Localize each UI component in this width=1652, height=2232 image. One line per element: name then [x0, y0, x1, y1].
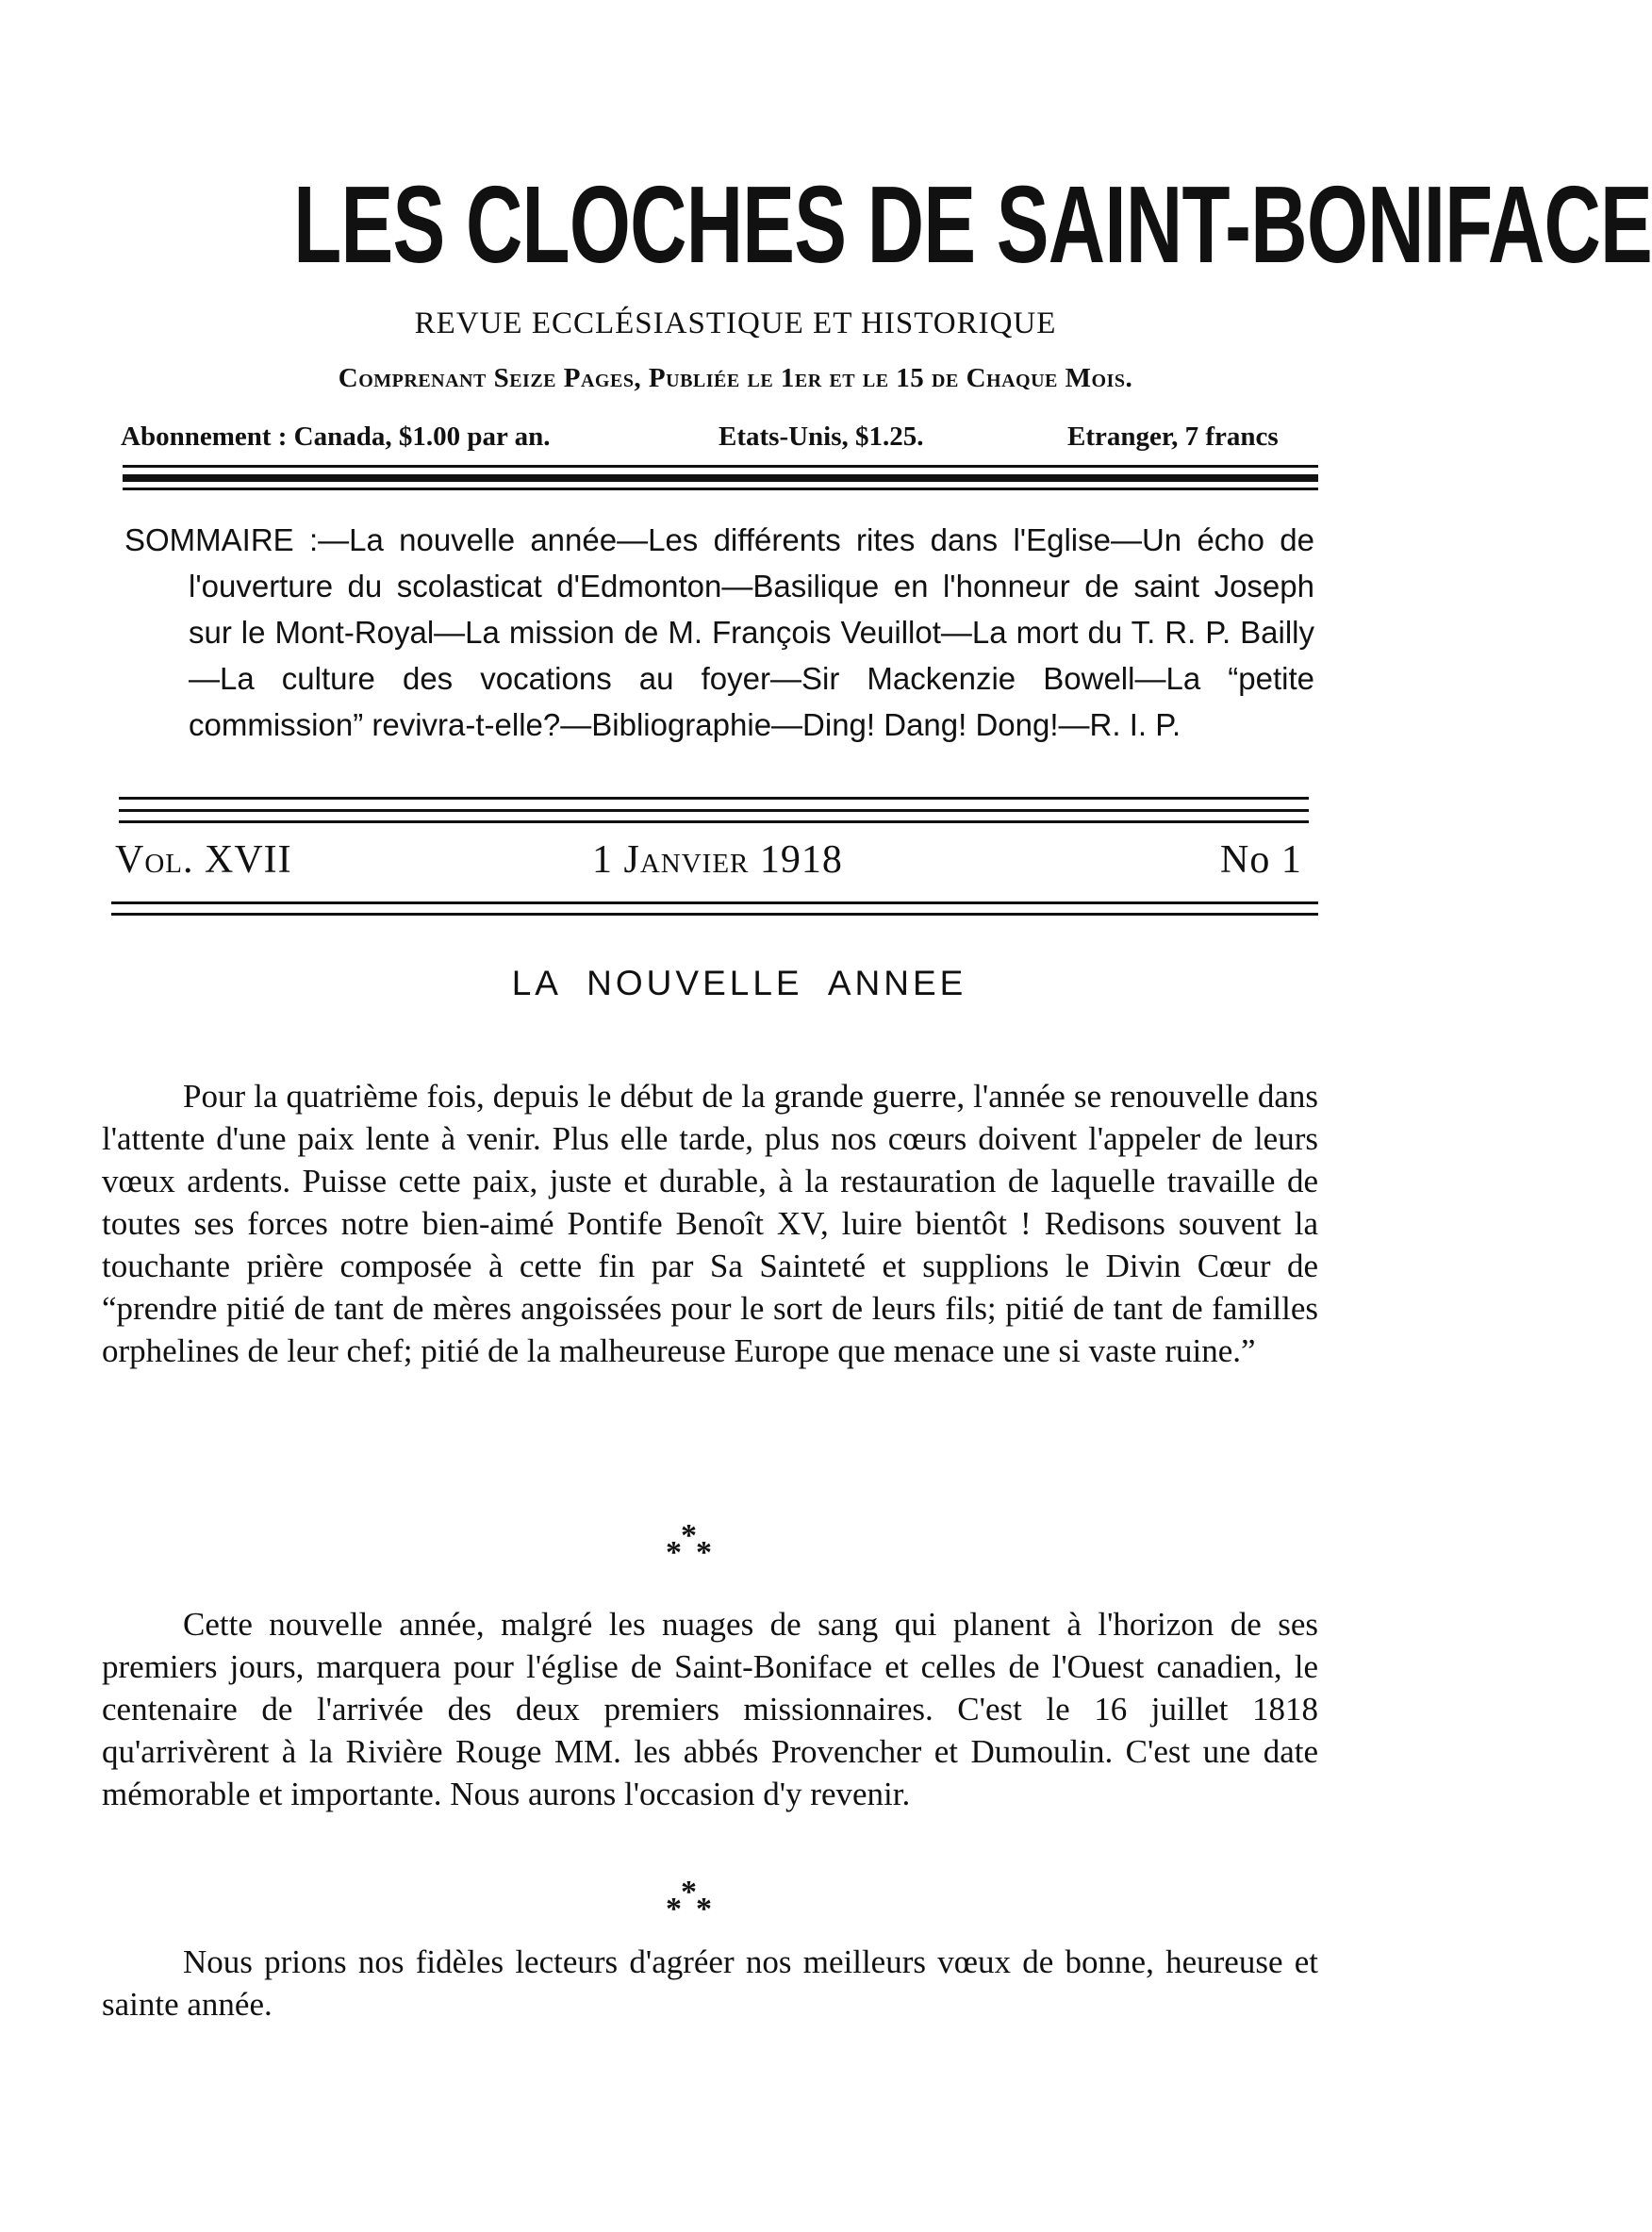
asterism-star-right: *	[696, 1892, 712, 1926]
divider-issue-top-2	[119, 809, 1309, 812]
asterism-star-top: *	[681, 1518, 697, 1553]
sommaire-text: SOMMAIRE :—La nouvelle année—Les différents rites dans l'Eglise—Un écho de l'ouverture du scolasticat d'Edmonton—Basilique en l'honneur de saint Joseph sur le Mont-Royal—La mission de M. François Veuillot—La mort du T. R. P. Bailly—La culture des vocations au foyer—Sir Mackenzie Bowell—La “petite commission” revivra-t-elle?—Bibliographie—Ding! Dang! Dong!—R. I. P.	[124, 522, 1314, 742]
article-paragraph-1: Pour la quatrième fois, depuis le début de la grande guerre, l'année se renouvelle dans l'attente d'une paix lente à venir. Plus elle tarde, plus nos cœurs doivent l'appeler de leurs vœux ardents. Puisse cette paix, juste et durable, à la restauration de laquelle travaille de toutes ses forces notre bien-aimé Pontife Benoît XV, luire bientôt ! Redisons souvent la touchante prière composée à cette fin par Sa Sainteté et supplions le Divin Cœur de “prendre pitié de tant de mères angoissées pour le sort de leurs fils; pitié de tant de familles orphelines de leur chef; pitié de la malheureuse Europe que menace une si vaste ruine.”	[102, 1078, 1318, 1369]
article-title: LA NOUVELLE ANNEE	[511, 964, 967, 1002]
asterism-star-top: *	[681, 1875, 697, 1910]
divider-issue-bottom-1	[111, 901, 1318, 904]
divider-issue-bottom-2	[111, 913, 1318, 916]
asterism-star-right: *	[696, 1535, 712, 1570]
divider-masthead-thick	[123, 474, 1318, 482]
article-paragraph-2: Cette nouvelle année, malgré les nuages de sang qui planent à l'horizon de ses premiers jours, marquera pour l'église de Saint-Boniface et celles de l'Ouest canadien, le centenaire de l'arrivée des deux premiers missionnaires. C'est le 16 juillet 1818 qu'arrivèrent à la Rivière Rouge MM. les abbés Provencher et Dumoulin. C'est une date mémorable et importante. Nous aurons l'occasion d'y revenir.	[102, 1606, 1318, 1812]
subscription-usa: Etats-Unis, $1.25.	[719, 422, 924, 452]
issue-date: 1 Janvier 1918	[592, 838, 843, 882]
publication-note: Comprenant Seize Pages, Publiée le 1er et le 15 de Chaque Mois.	[338, 363, 1133, 393]
issue-number: No 1	[1220, 838, 1302, 882]
subscription-canada: Abonnement : Canada, $1.00 par an.	[121, 422, 551, 452]
article-paragraph-3: Nous prions nos fidèles lecteurs d'agréer nos meilleurs vœux de bonne, heureuse et sainte année.	[102, 1943, 1318, 2023]
divider-masthead-bottom	[123, 488, 1318, 490]
divider-issue-top-1	[119, 797, 1309, 800]
issue-volume: Vol. XVII	[115, 838, 292, 882]
table-of-contents	[124, 517, 1314, 748]
masthead-title: LES CLOCHES DE SAINT-BONIFACE	[293, 163, 1652, 286]
masthead-subtitle: REVUE ECCLÉSIASTIQUE ET HISTORIQUE	[414, 306, 1057, 340]
asterism-divider-1	[662, 1518, 719, 1570]
subscription-foreign: Etranger, 7 francs	[1067, 422, 1279, 452]
divider-issue-top-3	[119, 820, 1309, 823]
asterism-star-left: *	[666, 1535, 682, 1570]
asterism-divider-2	[662, 1877, 719, 1924]
divider-masthead-top	[123, 465, 1318, 468]
asterism-star-left: *	[666, 1892, 682, 1926]
